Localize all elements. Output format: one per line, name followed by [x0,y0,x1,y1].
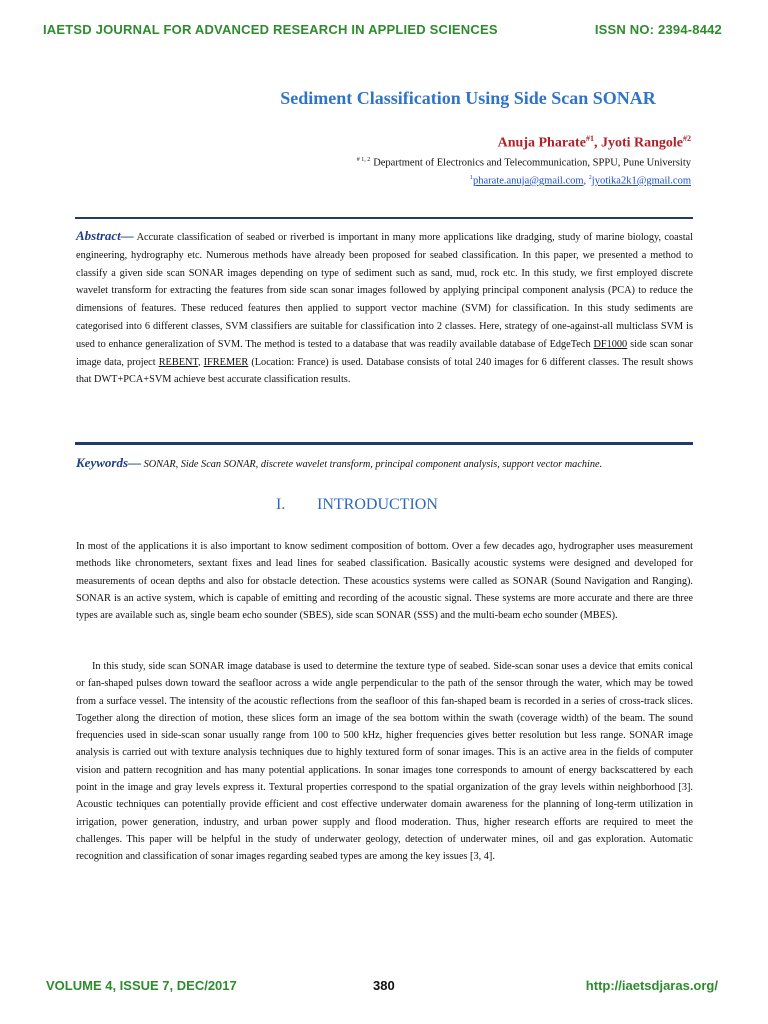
running-header [0,22,768,42]
abstract-link-rebent[interactable]: REBENT [158,356,198,368]
paper-title-text: Sediment Classification Using Side Scan SONAR [280,88,656,108]
issn-number: ISSN NO: 2394-8442 [594,22,722,37]
abstract-text: , [197,356,204,368]
abstract-text: Accurate classification of seabed or riverbed is important in many more applications like dradging, study of marine biology, coastal engineering, hydrography etc. Numerous methods have already been proposed for seabed classification. In this paper, we presented a method to classify a given side scan SONAR images depending on type of sediment such as sand, mud, rock etc. In this study, we first employed discrete wavelet transform for extracting the features from side scan sonar images followed by applying principal component analysis (PCA) to reduce the dimensions of features. These reduced features then applied to support vector machine (SVM) for classification. In this study sediments are categorised into 6 different classes, SVM classifiers are suitable for classification into 2 classes. Here, strategy of one-against-all multiclass SVM is used to enhance generalization of SVM. The method is tested to a database that was readily available database of EdgeTech [76,232,693,350]
abstract-text: side scan sonar image data, project [76,338,693,368]
author-mark: #1 [585,134,594,143]
section-name: INTRODUCTION [317,496,438,513]
section-number: I. [276,496,286,513]
email-link[interactable]: jyotika2k1@gmail.com [591,175,691,187]
abstract [76,227,693,389]
email-mark: 2 [588,175,592,181]
top-divider [75,217,693,219]
paper-title [0,88,768,109]
author-name: Anuja Pharate [497,135,586,151]
author-emails [470,175,691,187]
affiliation-text: Department of Electronics and Telecommunication, SPPU, Pune University [373,157,691,169]
volume-info: VOLUME 4, ISSUE 7, DEC/2017 [46,978,237,993]
affiliation-mark: # 1, 2 [356,157,371,163]
author-mark: #2 [683,134,691,143]
email-mark: 1 [470,175,473,181]
bottom-divider [75,442,693,445]
email-separator: , [583,175,589,187]
author-list [498,134,691,152]
email-link[interactable]: pharate.anuja@gmail.com [473,175,584,187]
running-footer [0,978,768,998]
page-number: 380 [373,978,395,993]
keywords-text: SONAR, Side Scan SONAR, discrete wavelet transform, principal component analysis, support vector machine. [141,459,603,470]
journal-url[interactable]: http://iaetsdjaras.org/ [585,978,718,993]
author-separator: , [593,135,601,151]
affiliation [357,157,691,169]
abstract-link-df1000[interactable]: DF1000 [593,338,628,350]
keywords [76,455,693,471]
journal-name: IAETSD JOURNAL FOR ADVANCED RESEARCH IN APPLIED SCIENCES [43,22,498,37]
intro-paragraph: In most of the applications it is also important to know sediment composition of bottom. Over a few decades ago, hydrographer uses measurement methods like chronometers, sextant fixes and lead lines for seabed classification. Basically acoustic systems were designed and developed for measurements of ocean depths and also for obstacle detection. These acoustics systems were called as SONAR (Sound Navigation and Ranging). SONAR is an active system, which is capable of emitting and recording of the acoustic signal. These systems are more accurate and there are three types are available such as, single beam echo sounder (SBES), side scan SONAR (SSS) and the multi-beam echo sounder (MBES). [76,541,693,622]
abstract-label: Abstract— [76,228,134,243]
keywords-label: Keywords— [76,455,141,470]
intro-paragraph: In this study, side scan SONAR image database is used to determine the texture type of seabed. Side-scan sonar uses a device that emits conical or fan-shaped pulses down toward the seafloor across a wide angle perpendicular to the path of the sensor through the water, which may be towed from a surface vessel. The intensity of the acoustic reflections from the seafloor of this fan-shaped beam is recorded in a series of cross-track slices. Together along the direction of motion, these slices form an image of the sea bottom within the swath (coverage width) of the beam. The sound frequencies used in side-scan sonar usually range from 100 to 500 kHz, higher frequencies gives better resolution but less range. SONAR image analysis is carried out with texture analysis techniques due to highly textured form of sonar images. This is an active area in the fields of computer vision and pattern recognition and has many potential applications. In sonar images tone corresponds to amount of energy backscattered by each point in the image and gray levels express it. Textural properties correspond to the spatial organization of the gray levels within neighborhood [3]. Acoustic techniques can potentially provide efficient and cost effective underwater domain awareness for the planning of long-term utilization in irrigation, power generation, industry, and urban power supply and flood moderation. Thus, higher research efforts are required to meet the challenges. This paper will be helpful in the study of underwater geology, detection of underwater mines, oil and gas exploration. Automatic recognition and classification of sonar images regarding seabed types are among the key issues [3, 4]. [76,661,693,863]
abstract-text: (Location: France) is used. Database consists of total 240 images for 6 different classes. The result shows that DWT+PCA+SVM achieve best accurate classification results. [76,356,693,386]
abstract-link-ifremer[interactable]: IFREMER [203,356,249,368]
author-name: Jyoti Rangole [600,135,683,151]
